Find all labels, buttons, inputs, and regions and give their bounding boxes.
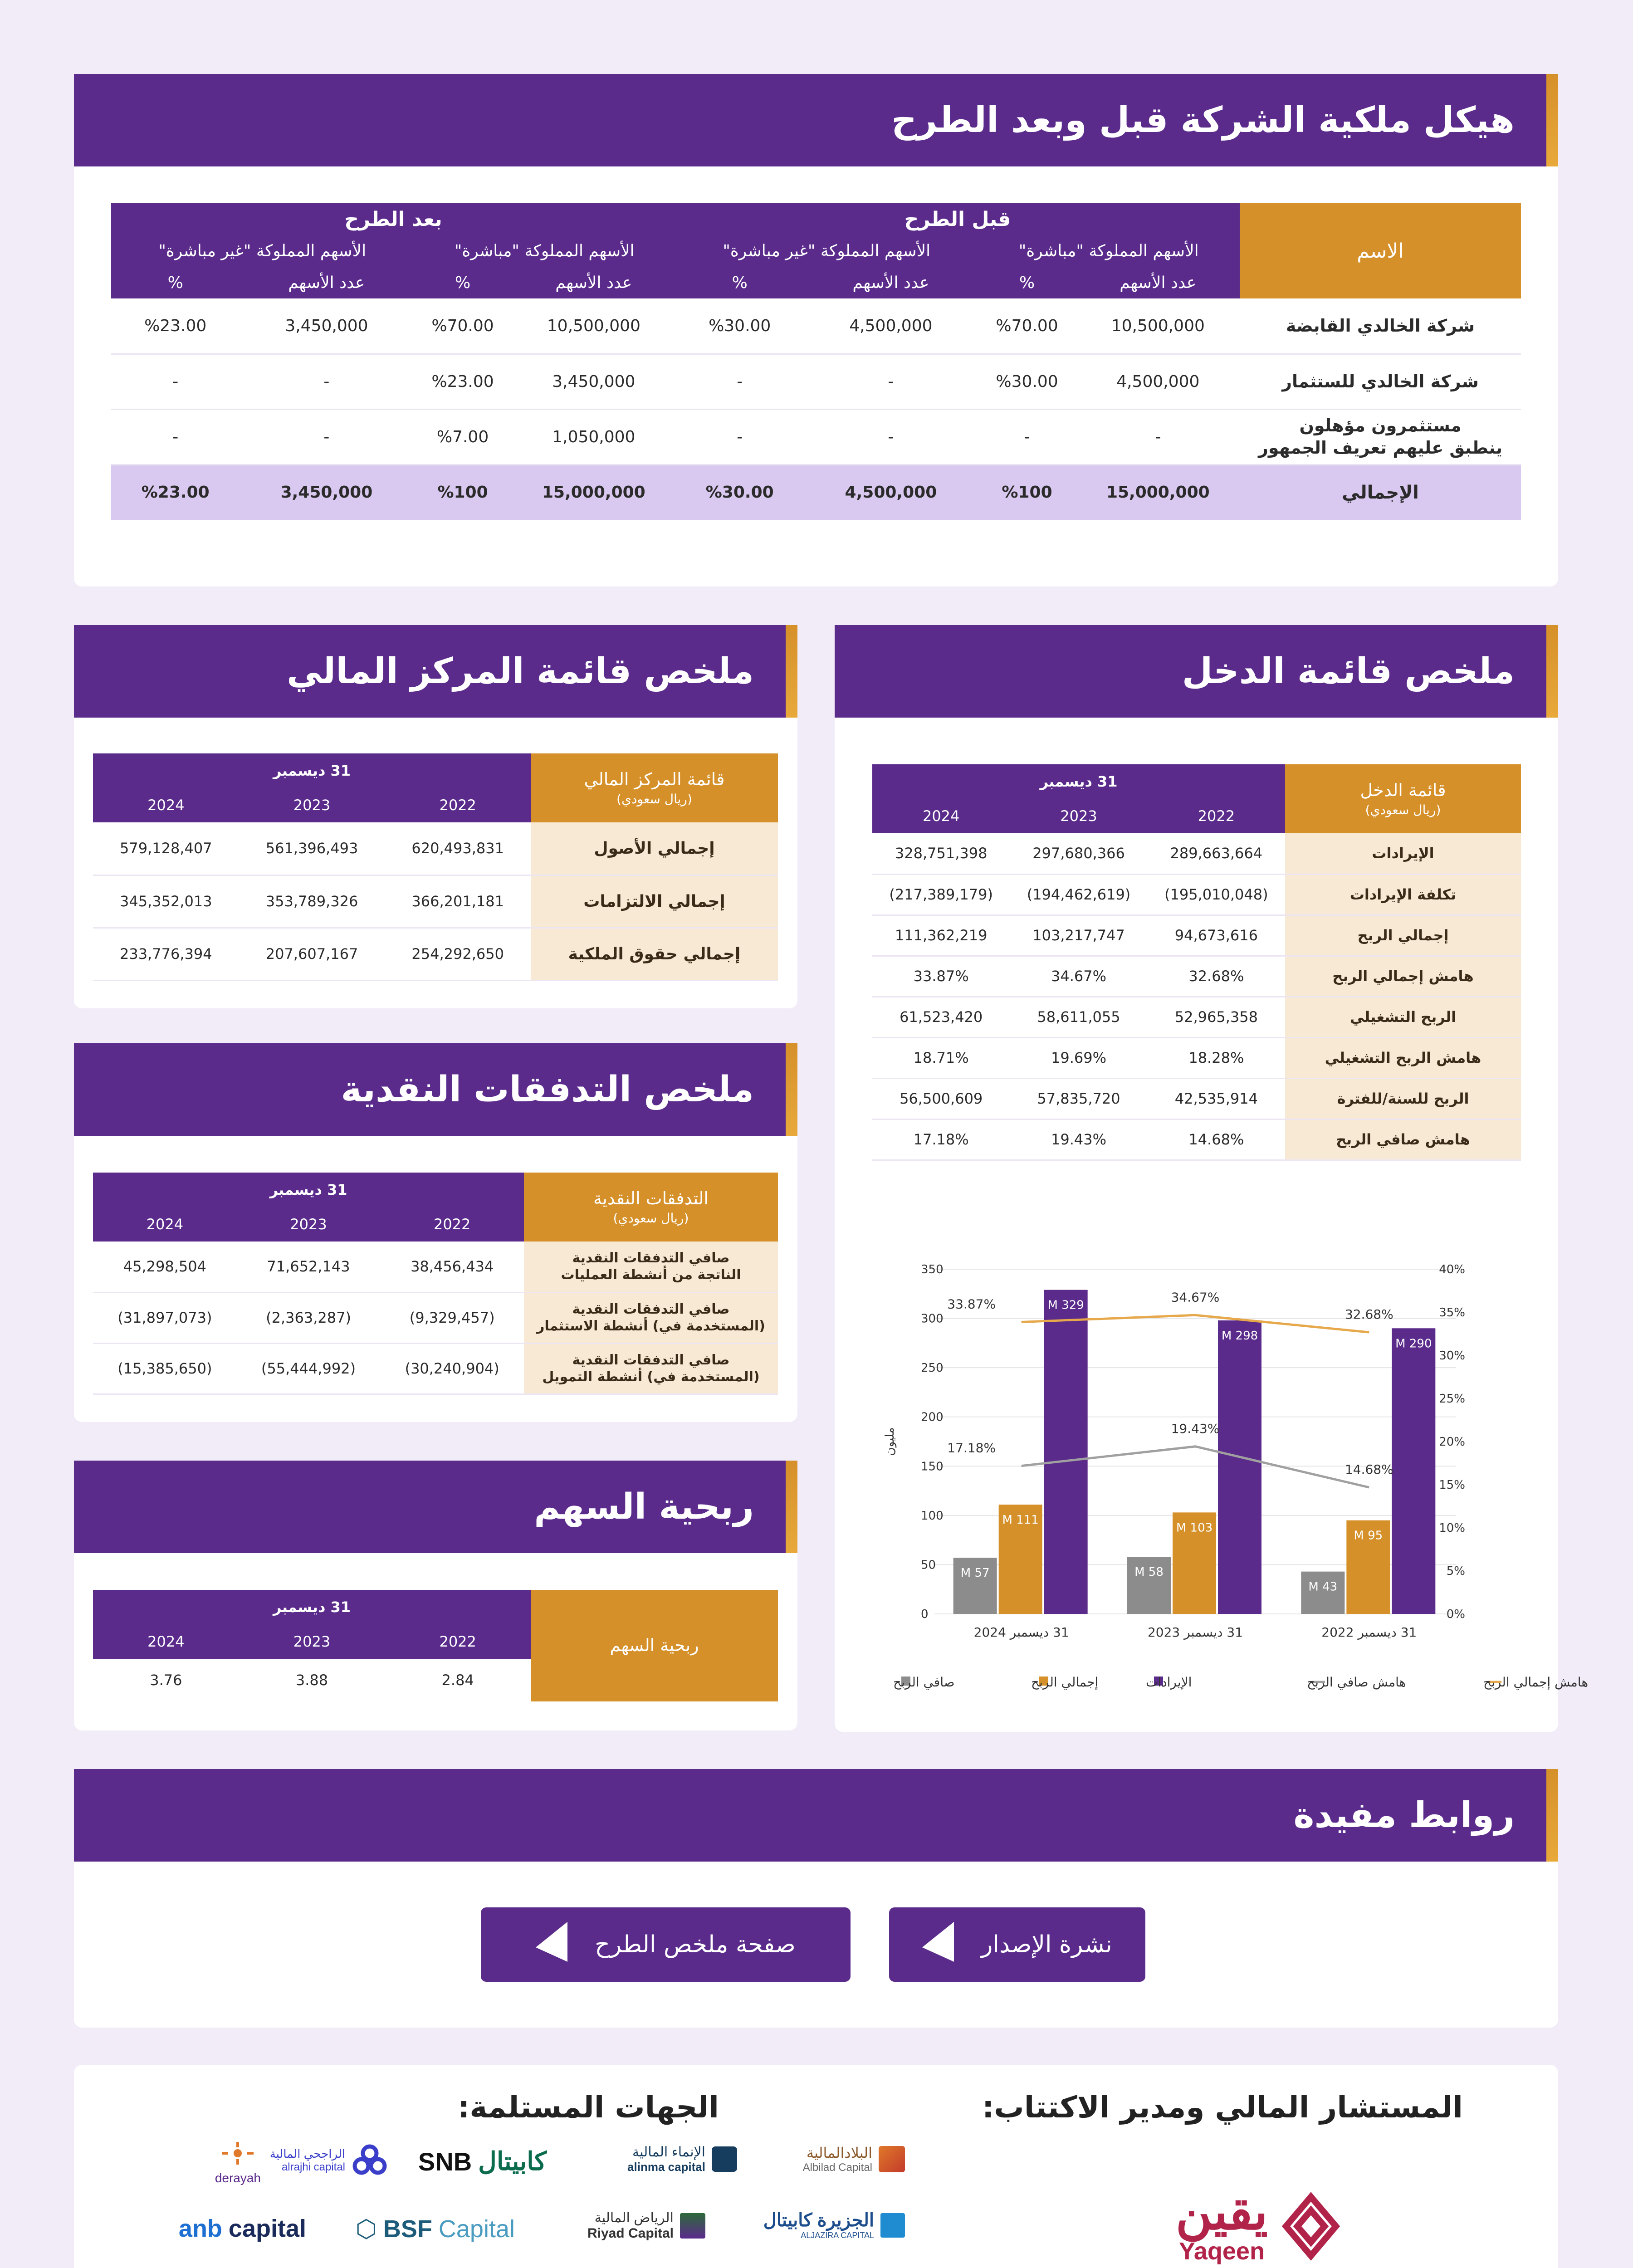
cell: %100 (413, 464, 512, 520)
table-row (93, 822, 778, 875)
line-data-label: 33.87% (947, 1296, 996, 1312)
parties-card (74, 2065, 1558, 2268)
legend-label: الإيرادات (1146, 1675, 1192, 1690)
cell: - (978, 409, 1076, 464)
after-header: بعد الطرح (344, 207, 442, 231)
legend-label: صافي الربح (893, 1675, 955, 1690)
income-row-label: الربح للسنة/للفترة (1285, 1078, 1521, 1119)
line-data-label: 34.67% (1171, 1290, 1220, 1305)
income-value: 94,673,616 (1148, 915, 1285, 956)
cashflow-value: (55,444,992) (237, 1343, 381, 1394)
eps-value: 3.88 (295, 1672, 328, 1689)
balance-value: 345,352,013 (93, 875, 239, 928)
income-period: 31 ديسمبر (1040, 773, 1118, 790)
line-data-label: 19.43% (1171, 1421, 1220, 1436)
income-value: 56,500,609 (872, 1078, 1010, 1119)
income-value: 57,835,720 (1010, 1078, 1147, 1119)
line-data-label: 14.68% (1345, 1462, 1393, 1477)
year-header: 2022 (439, 797, 476, 814)
income-value: (217,389,179) (872, 874, 1010, 915)
eps-header (74, 1461, 797, 1553)
bar-data-label: 57 M (960, 1566, 990, 1580)
table-row (93, 1292, 778, 1343)
income-row-label: إجمالي الربح (1285, 915, 1521, 956)
balance-value: 254,292,650 (385, 928, 531, 980)
yaqeen-mark-icon (1281, 2192, 1340, 2260)
income-value: 19.43% (1010, 1119, 1147, 1160)
income-row-label: الإيرادات (1285, 833, 1521, 874)
riyad-ar: الرياض المالية (594, 2210, 674, 2225)
bsf-mark-icon: ⬡ (355, 2215, 377, 2243)
owner-name: شركة الخالدي للستثمار (1240, 354, 1521, 409)
balance-value: 353,789,326 (239, 875, 385, 928)
cashflow-row-label: صافي التدفقات النقدية (المستخدمة في) أنشطة الاستثمار (524, 1292, 778, 1343)
bsf-en: BSF (383, 2215, 432, 2243)
balance-row-label: إجمالي الأصول (531, 822, 778, 875)
year-header: 2023 (290, 1216, 327, 1233)
ownership-card (74, 74, 1558, 587)
legend-label: إجمالي الربح (1031, 1675, 1099, 1690)
cell: %23.00 (413, 354, 512, 409)
table-row (93, 1242, 778, 1292)
cell: %23.00 (111, 464, 240, 520)
table-row (93, 875, 778, 928)
cashflow-value: (30,240,904) (380, 1343, 524, 1394)
bsf-logo (356, 2214, 515, 2243)
anb-capital: capital (228, 2215, 306, 2242)
bulletin-button[interactable] (889, 1907, 1145, 1982)
table-row (872, 1037, 1521, 1078)
cashflow-period: 31 ديسمبر (269, 1181, 347, 1198)
alinma-mark-icon (712, 2146, 737, 2172)
year-header: 2022 (433, 1216, 471, 1233)
cashflow-value: (9,329,457) (380, 1292, 524, 1343)
riyad-logo (587, 2210, 705, 2241)
bar-data-label: 111 M (1002, 1513, 1039, 1527)
year-header: 2023 (293, 797, 331, 814)
y2-tick-label: 40% (1439, 1263, 1465, 1276)
y-tick-label: 350 (921, 1263, 944, 1276)
advisor-title: المستشار المالي ومدير الاكتتاب: (982, 2090, 1463, 2125)
cell: - (111, 354, 240, 409)
income-header (835, 625, 1558, 718)
table-row (111, 354, 1521, 409)
cell: %70.00 (978, 298, 1076, 354)
y2-tick-label: 15% (1439, 1478, 1465, 1492)
year-header: 2023 (1060, 807, 1097, 825)
year-header: 2024 (146, 1216, 184, 1233)
balance-row-label: إجمالي حقوق الملكية (531, 928, 778, 980)
table-row (93, 928, 778, 980)
income-value: 19.69% (1010, 1037, 1147, 1078)
income-value: 18.28% (1148, 1037, 1285, 1078)
cell: 3,450,000 (240, 298, 413, 354)
income-value: 42,535,914 (1148, 1078, 1285, 1119)
cell: - (240, 409, 413, 464)
cell: 3,450,000 (512, 354, 675, 409)
anb-logo (179, 2214, 306, 2243)
cell: 15,000,000 (512, 464, 675, 520)
snb-ar: كابيتال (478, 2147, 547, 2175)
year-header: 2024 (147, 797, 185, 814)
income-row-label: الربح التشغيلي (1285, 997, 1521, 1037)
cashflow-value: (31,897,073) (93, 1292, 237, 1343)
riyad-en: Riyad Capital (587, 2226, 674, 2241)
before-indirect-header: الأسهم المملوكة "غير مباشرة" (723, 241, 931, 260)
cashflow-title: ملخص التدفقات النقدية (341, 1069, 754, 1110)
balance-row-label: إجمالي الالتزامات (531, 875, 778, 928)
year-header: 2023 (293, 1633, 331, 1650)
x-tick-label: 31 ديسمبر 2023 (1147, 1625, 1243, 1640)
alrajhi-logo (270, 2144, 388, 2176)
cell: - (111, 409, 240, 464)
table-row (872, 915, 1521, 956)
alinma-logo (627, 2144, 737, 2174)
shares-header: عدد الأسهم (852, 273, 929, 292)
cell: 15,000,000 (1076, 464, 1240, 520)
alrajhi-ar: الراجحي المالية (269, 2146, 345, 2160)
balance-value: 207,607,167 (239, 928, 385, 980)
cashflow-value: (2,363,287) (237, 1292, 381, 1343)
cashflow-value: (15,385,650) (93, 1343, 237, 1394)
year-header: 2022 (1198, 807, 1235, 825)
snb-en: SNB (418, 2147, 472, 2176)
alrajhi-en: alrajhi capital (281, 2160, 345, 2173)
y2-tick-label: 30% (1439, 1349, 1465, 1363)
alinma-en: alinma capital (627, 2160, 705, 2174)
cell: - (804, 409, 978, 464)
derayah-mark-icon (222, 2142, 254, 2165)
balance-period: 31 ديسمبر (273, 762, 351, 779)
shares-header: عدد الأسهم (1120, 273, 1197, 292)
bar-data-label: 329 M (1047, 1298, 1084, 1312)
income-chart (866, 1233, 1589, 1705)
after-indirect-header: الأسهم المملوكة "غير مباشرة" (158, 241, 367, 260)
receivers-title: الجهات المستلمة: (458, 2090, 719, 2125)
cell: 10,500,000 (1076, 298, 1240, 354)
cashflow-value: 45,298,504 (93, 1242, 237, 1292)
cashflow-row-label: صافي التدفقات النقدية الناتجة من أنشطة العمليات (524, 1242, 778, 1292)
cell: 3,450,000 (240, 464, 413, 520)
line-data-label: 17.18% (947, 1440, 996, 1456)
bar-data-label: 95 M (1354, 1529, 1383, 1543)
balance-value: 366,201,181 (385, 875, 531, 928)
aljazira-en: ALJAZIRA CAPITAL (801, 2231, 874, 2240)
income-value: 328,751,398 (872, 833, 1010, 874)
cell: - (240, 354, 413, 409)
albilad-mark-icon (879, 2146, 905, 2172)
bulletin-label: نشرة الإصدار (981, 1931, 1112, 1958)
snb-logo (418, 2146, 547, 2176)
ownership-header (74, 74, 1558, 166)
y2-tick-label: 35% (1439, 1306, 1465, 1320)
balance-title: ملخص قائمة المركز المالي (287, 651, 754, 692)
cashflow-header (74, 1043, 797, 1136)
income-row-label: تكلفة الإيرادات (1285, 874, 1521, 915)
ownership-title: هيكل ملكية الشركة قبل وبعد الطرح (891, 100, 1515, 141)
income-value: (194,462,619) (1010, 874, 1147, 915)
income-table-title-text: قائمة الدخل (1360, 780, 1446, 801)
y2-tick-label: 20% (1439, 1435, 1465, 1449)
cell: - (675, 354, 804, 409)
eps-card (74, 1461, 797, 1730)
income-value: 58,611,055 (1010, 997, 1147, 1037)
y2-tick-label: 25% (1439, 1392, 1465, 1406)
bar-2 (1218, 1320, 1261, 1614)
income-value: 17.18% (872, 1119, 1010, 1160)
derayah-logo (215, 2142, 261, 2185)
balance-value: 233,776,394 (93, 928, 239, 980)
cell: %100 (978, 464, 1076, 520)
income-value: 18.71% (872, 1037, 1010, 1078)
x-tick-label: 31 ديسمبر 2024 (973, 1625, 1069, 1640)
eps-value: 3.76 (150, 1672, 182, 1689)
y-tick-label: 150 (921, 1460, 944, 1474)
cashflow-row-label: صافي التدفقات النقدية (المستخدمة في) أنشطة التمويل (524, 1343, 778, 1394)
table-row (872, 997, 1521, 1037)
income-value: 32.68% (1148, 956, 1285, 997)
balance-table-title-text: قائمة المركز المالي (584, 769, 725, 790)
summary-button[interactable] (481, 1907, 851, 1982)
balance-unit: (ريال سعودي) (616, 791, 692, 807)
income-value: 61,523,420 (872, 997, 1010, 1037)
balance-table-title (531, 753, 778, 822)
bar-data-label: 298 M (1221, 1329, 1258, 1343)
bar-data-label: 43 M (1308, 1580, 1338, 1594)
anb-en: anb (178, 2215, 222, 2242)
bar-data-label: 290 M (1395, 1337, 1432, 1351)
income-row-label: هامش صافي الربح (1285, 1119, 1521, 1160)
income-value: 33.87% (872, 956, 1010, 997)
cashflow-table-title (524, 1173, 778, 1242)
income-value: (195,010,048) (1148, 874, 1285, 915)
table-row (872, 1078, 1521, 1119)
cell: %30.00 (675, 298, 804, 354)
legend-label: هامش صافي الربح (1307, 1675, 1406, 1690)
cell: 10,500,000 (512, 298, 675, 354)
aljazira-ar: الجزيرة كابيتال (763, 2210, 874, 2230)
before-header: قبل الطرح (904, 207, 1011, 231)
y-tick-label: 300 (921, 1312, 944, 1326)
eps-title: ربحية السهم (534, 1486, 754, 1527)
pct-header: % (167, 273, 183, 292)
cashflow-table-title-text: التدفقات النقدية (593, 1188, 709, 1209)
line-data-label: 32.68% (1345, 1307, 1393, 1322)
bar-2 (1044, 1290, 1088, 1614)
balance-value: 620,493,831 (385, 822, 531, 875)
income-value: 34.67% (1010, 956, 1147, 997)
year-header: 2022 (439, 1633, 476, 1650)
alrajhi-mark-icon (352, 2144, 388, 2176)
name-header: الاسم (1240, 203, 1521, 298)
income-card (835, 625, 1589, 1732)
cell: 4,500,000 (804, 464, 978, 520)
riyad-mark-icon (680, 2213, 705, 2239)
play-icon (536, 1922, 567, 1967)
y-tick-label: 50 (921, 1558, 936, 1572)
legend-label: هامش إجمالي الربح (1483, 1675, 1589, 1690)
cell: - (1076, 409, 1240, 464)
y2-tick-label: 5% (1446, 1564, 1465, 1578)
income-row-label: هامش الربح التشغيلي (1285, 1037, 1521, 1078)
yaqeen-en: Yaqeen (1178, 2238, 1265, 2265)
yaqeen-logo (1175, 2184, 1340, 2265)
table-row (111, 409, 1521, 464)
income-chart-svg (866, 1233, 1589, 1705)
table-row (872, 874, 1521, 915)
links-card (74, 1769, 1558, 2028)
bsf-capital: Capital (438, 2215, 515, 2243)
shares-header: عدد الأسهم (555, 273, 632, 292)
table-row (872, 1119, 1521, 1160)
y-tick-label: 200 (921, 1410, 944, 1424)
cell: - (675, 409, 804, 464)
cashflow-unit: (ريال سعودي) (613, 1210, 689, 1226)
albilad-en: Albilad Capital (802, 2161, 872, 2174)
y-tick-label: 0 (921, 1608, 929, 1621)
total-label: الإجمالي (1240, 464, 1521, 520)
income-unit: (ريال سعودي) (1365, 802, 1441, 817)
albilad-ar: البلادالمالية (806, 2145, 872, 2161)
income-table-title (1285, 764, 1521, 833)
derayah-en: derayah (215, 2171, 261, 2185)
bar-2 (1392, 1328, 1435, 1614)
owner-name: شركة الخالدي القابضة (1240, 298, 1521, 354)
x-tick-label: 31 ديسمبر 2022 (1321, 1625, 1417, 1640)
income-value: 289,663,664 (1148, 833, 1285, 874)
summary-label: صفحة ملخص الطرح (595, 1931, 796, 1958)
after-direct-header: الأسهم المملوكة "مباشرة" (454, 241, 635, 260)
income-row-label: هامش إجمالي الربح (1285, 956, 1521, 997)
balance-value: 561,396,493 (239, 822, 385, 875)
eps-table-title: ربحية السهم (531, 1590, 778, 1701)
ownership-table (111, 203, 1521, 520)
table-row (111, 298, 1521, 354)
cashflow-table (93, 1173, 778, 1395)
table-row (872, 956, 1521, 997)
income-value: 52,965,358 (1148, 997, 1285, 1037)
table-row (872, 833, 1521, 874)
pct-header: % (1019, 273, 1035, 292)
aljazira-mark-icon (880, 2213, 905, 2238)
income-value: 103,217,747 (1010, 915, 1147, 956)
cell: %23.00 (111, 298, 240, 354)
y-axis-label: مليون (883, 1427, 897, 1456)
cell: %30.00 (978, 354, 1076, 409)
bar-data-label: 103 M (1176, 1521, 1213, 1535)
income-value: 111,362,219 (872, 915, 1010, 956)
balance-value: 579,128,407 (93, 822, 239, 875)
albilad-logo (803, 2144, 905, 2174)
owner-name: مستثمرون مؤهلون ينطبق عليهم تعريف الجمهور (1240, 409, 1521, 464)
eps-table (93, 1590, 778, 1701)
income-title: ملخص قائمة الدخل (1182, 651, 1515, 692)
cashflow-value: 38,456,434 (380, 1242, 524, 1292)
cashflow-value: 71,652,143 (237, 1242, 381, 1292)
cell: 4,500,000 (804, 298, 978, 354)
cell: %70.00 (413, 298, 512, 354)
balance-header (74, 625, 797, 718)
cell: %30.00 (675, 464, 804, 520)
cell: 4,500,000 (1076, 354, 1240, 409)
cell: - (804, 354, 978, 409)
balance-card (74, 625, 797, 1008)
cashflow-card (74, 1043, 797, 1422)
table-row (93, 1343, 778, 1394)
links-title: روابط مفيدة (1293, 1795, 1515, 1836)
links-header (74, 1769, 1558, 1862)
balance-table (93, 753, 778, 981)
shares-header: عدد الأسهم (288, 273, 365, 292)
income-value: 297,680,366 (1010, 833, 1147, 874)
total-row (111, 464, 1521, 520)
play-icon (922, 1922, 954, 1967)
income-value: 14.68% (1148, 1119, 1285, 1160)
y-tick-label: 100 (921, 1509, 944, 1523)
eps-value: 2.84 (441, 1672, 474, 1689)
income-table (872, 764, 1521, 1161)
eps-period: 31 ديسمبر (273, 1598, 351, 1616)
yaqeen-ar: يقين (1175, 2184, 1268, 2240)
year-header: 2024 (922, 807, 960, 825)
cell: 1,050,000 (512, 409, 675, 464)
pct-header: % (732, 273, 748, 292)
aljazira-logo (763, 2210, 905, 2240)
pct-header: % (455, 273, 471, 292)
y2-tick-label: 0% (1446, 1608, 1465, 1621)
bar-data-label: 58 M (1134, 1565, 1164, 1579)
cell: %7.00 (413, 409, 512, 464)
y-tick-label: 250 (921, 1361, 944, 1375)
before-direct-header: الأسهم المملوكة "مباشرة" (1018, 241, 1199, 260)
year-header: 2024 (147, 1633, 185, 1650)
y2-tick-label: 10% (1439, 1521, 1465, 1535)
alinma-ar: الإنماء المالية (632, 2145, 705, 2160)
